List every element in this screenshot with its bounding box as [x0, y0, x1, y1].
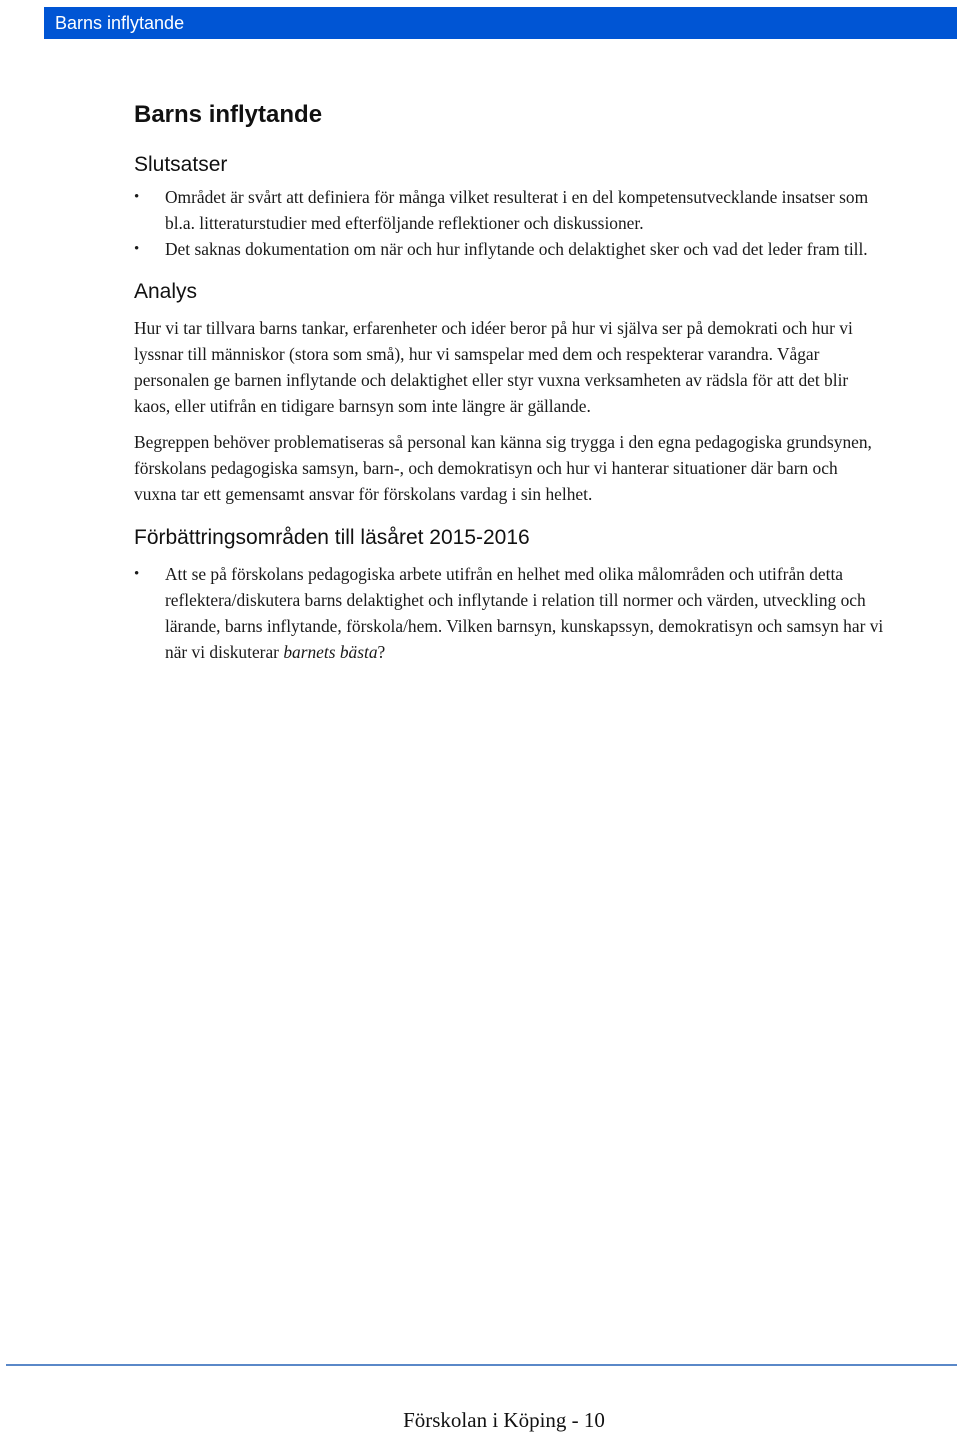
forbattring-list [134, 561, 884, 665]
slutsatser-heading: Slutsatser [134, 153, 228, 176]
list-item-end: ? [377, 642, 386, 662]
footer-divider [6, 1364, 957, 1366]
list-item [134, 184, 884, 236]
forbattring-heading: Förbättringsområden till läsåret 2015-2016 [134, 526, 530, 549]
header-bar [44, 7, 957, 39]
footer-page-label: Förskolan i Köping - 10 [403, 1408, 605, 1432]
list-item [134, 561, 884, 665]
list-item-text: Att se på förskolans pedagogiska arbete utifrån en helhet med olika målområden och utifrån detta reflektera/diskutera barns delaktighet och inflytande i relation till normer och värden, utveckling och lärande, barns inflytande, förskola/hem. Vilken barnsyn, kunskapssyn, demokratisyn och samsyn har vi när vi diskuterar [165, 564, 884, 662]
list-item-text: Det saknas dokumentation om när och hur inflytande och delaktighet sker och vad det leder fram till. [165, 239, 868, 259]
list-item [134, 236, 884, 262]
analys-paragraph: Begreppen behöver problematiseras så personal kan känna sig trygga i den egna pedagogiska grundsynen, förskolans pedagogiska samsyn, barn-, och demokratisyn och hur vi hanterar situationer där barn och vuxna tar ett gemensamt ansvar för förskolans vardag i sin helhet. [134, 432, 872, 504]
analys-paragraph: Hur vi tar tillvara barns tankar, erfarenheter och idéer beror på hur vi själva ser på demokrati och hur vi lyssnar till människor (stora som små), hur vi samspelar med dem och respekterar varandra. Vågar personalen ge barnen inflytande och delaktighet eller styr vuxna verksamheten av rädsla för att det blir kaos, eller utifrån en tidigare barnsyn som inte längre är gällande. [134, 318, 853, 416]
slutsatser-list [134, 184, 884, 262]
emphasis-text: barnets bästa [283, 642, 378, 662]
analys-heading: Analys [134, 280, 198, 303]
bullet-icon: • [134, 241, 140, 257]
header-title: Barns inflytande [55, 13, 185, 33]
bullet-icon: • [134, 189, 140, 205]
bullet-icon: • [134, 566, 140, 582]
main-content [134, 98, 884, 665]
page-title: Barns inflytande [134, 101, 323, 128]
list-item-text: Området är svårt att definiera för många vilket resulterat i en del kompetensutvecklande insatser som bl.a. litteraturstudier med efterföljande reflektioner och diskussioner. [165, 187, 869, 233]
